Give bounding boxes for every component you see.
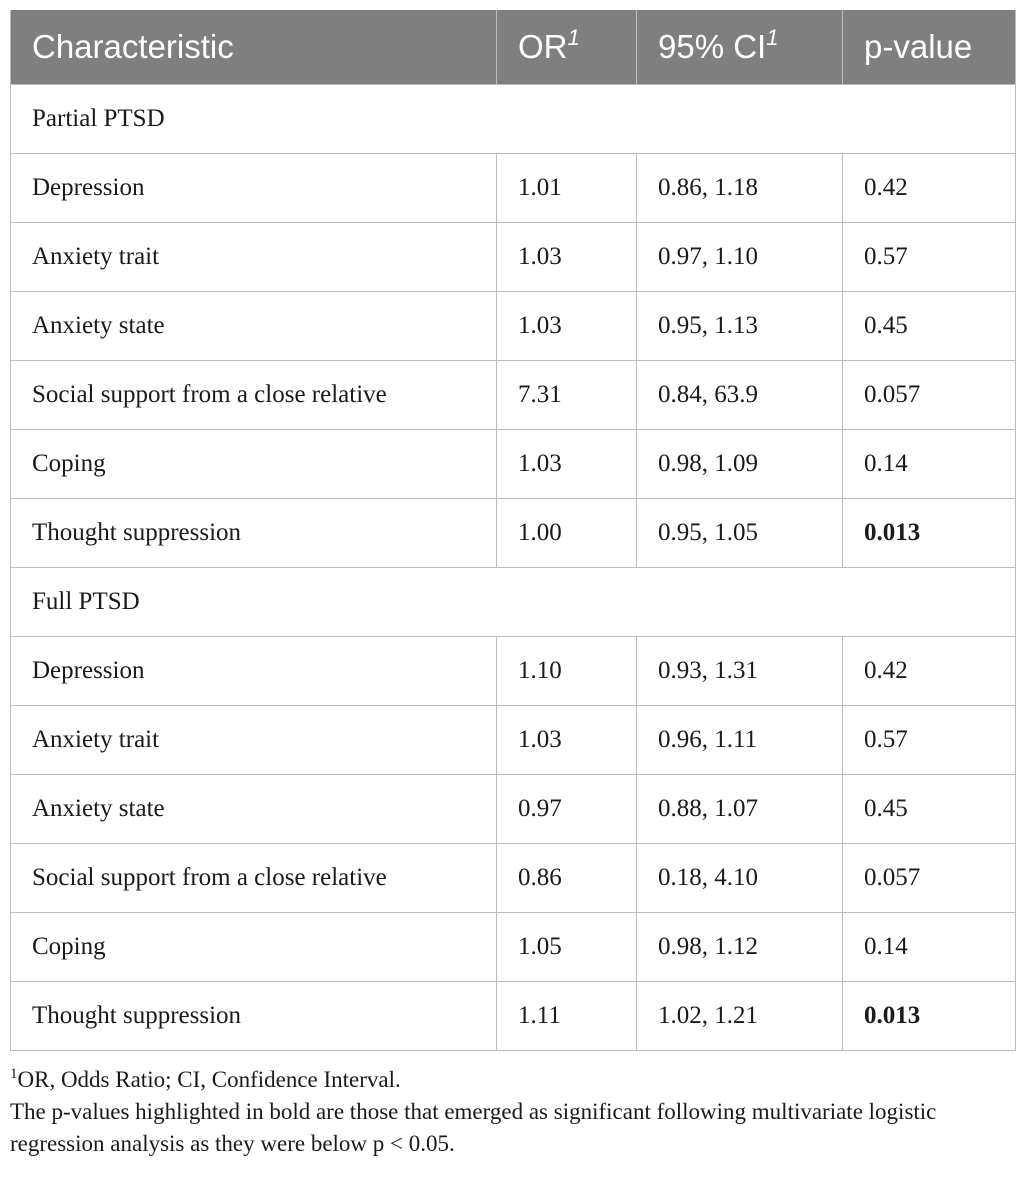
cell-characteristic: Coping — [11, 429, 497, 498]
header-or — [497, 10, 637, 84]
table-body — [11, 84, 1016, 1050]
cell-odds-ratio: 0.97 — [497, 774, 637, 843]
header-characteristic-label: Characteristic — [32, 27, 234, 65]
table-row — [11, 912, 1016, 981]
cell-characteristic: Anxiety state — [11, 291, 497, 360]
table-footnotes — [10, 1064, 1020, 1160]
cell-p-value: 0.42 — [843, 153, 1016, 222]
cell-confidence-interval: 0.95, 1.13 — [637, 291, 843, 360]
cell-characteristic: Anxiety trait — [11, 705, 497, 774]
footnote-abbreviations — [10, 1064, 1020, 1096]
cell-characteristic: Social support from a close relative — [11, 843, 497, 912]
results-table — [10, 10, 1016, 1051]
cell-p-value: 0.45 — [843, 774, 1016, 843]
table-row — [11, 291, 1016, 360]
cell-odds-ratio: 0.86 — [497, 843, 637, 912]
header-ci-label: 95% CI — [658, 27, 767, 65]
cell-odds-ratio: 1.11 — [497, 981, 637, 1050]
cell-confidence-interval: 0.96, 1.11 — [637, 705, 843, 774]
cell-confidence-interval: 0.97, 1.10 — [637, 222, 843, 291]
cell-characteristic: Depression — [11, 636, 497, 705]
footnote-abbreviations-text: OR, Odds Ratio; CI, Confidence Interval. — [17, 1067, 401, 1092]
header-characteristic — [11, 10, 497, 84]
cell-p-value: 0.013 — [843, 981, 1016, 1050]
footnote-marker: 1 — [10, 1066, 18, 1082]
cell-p-value: 0.45 — [843, 291, 1016, 360]
table-row — [11, 498, 1016, 567]
cell-p-value: 0.14 — [843, 429, 1016, 498]
table-row — [11, 843, 1016, 912]
cell-odds-ratio: 7.31 — [497, 360, 637, 429]
group-row — [11, 84, 1016, 153]
cell-characteristic: Social support from a close relative — [11, 360, 497, 429]
cell-odds-ratio: 1.00 — [497, 498, 637, 567]
table-row — [11, 705, 1016, 774]
cell-odds-ratio: 1.01 — [497, 153, 637, 222]
cell-p-value: 0.013 — [843, 498, 1016, 567]
cell-confidence-interval: 0.98, 1.09 — [637, 429, 843, 498]
table-row — [11, 774, 1016, 843]
table-row — [11, 153, 1016, 222]
cell-characteristic: Anxiety trait — [11, 222, 497, 291]
header-pvalue — [843, 10, 1016, 84]
cell-confidence-interval: 0.88, 1.07 — [637, 774, 843, 843]
group-label: Partial PTSD — [11, 84, 1016, 153]
cell-p-value: 0.57 — [843, 705, 1016, 774]
group-row — [11, 567, 1016, 636]
footnote-significance: The p-values highlighted in bold are those that emerged as significant following multivariate logistic regression analysis as they were below p < 0.05. — [10, 1099, 937, 1156]
cell-p-value: 0.057 — [843, 360, 1016, 429]
cell-confidence-interval: 0.95, 1.05 — [637, 498, 843, 567]
cell-p-value: 0.57 — [843, 222, 1016, 291]
header-or-footnote-marker: 1 — [567, 24, 580, 50]
cell-characteristic: Depression — [11, 153, 497, 222]
cell-characteristic: Thought suppression — [11, 498, 497, 567]
group-label: Full PTSD — [11, 567, 1016, 636]
header-or-label: OR — [518, 27, 568, 65]
cell-p-value: 0.057 — [843, 843, 1016, 912]
cell-confidence-interval: 0.93, 1.31 — [637, 636, 843, 705]
cell-odds-ratio: 1.03 — [497, 222, 637, 291]
header-ci — [637, 10, 843, 84]
cell-confidence-interval: 0.86, 1.18 — [637, 153, 843, 222]
cell-odds-ratio: 1.10 — [497, 636, 637, 705]
header-pvalue-label: p-value — [864, 27, 973, 65]
cell-characteristic: Coping — [11, 912, 497, 981]
header-row — [11, 10, 1016, 84]
cell-odds-ratio: 1.03 — [497, 705, 637, 774]
table-header — [11, 10, 1016, 84]
cell-confidence-interval: 0.84, 63.9 — [637, 360, 843, 429]
table-row — [11, 636, 1016, 705]
cell-odds-ratio: 1.03 — [497, 429, 637, 498]
table-row — [11, 429, 1016, 498]
cell-odds-ratio: 1.03 — [497, 291, 637, 360]
table-row — [11, 360, 1016, 429]
cell-confidence-interval: 0.98, 1.12 — [637, 912, 843, 981]
cell-characteristic: Anxiety state — [11, 774, 497, 843]
cell-confidence-interval: 1.02, 1.21 — [637, 981, 843, 1050]
table-row — [11, 222, 1016, 291]
cell-confidence-interval: 0.18, 4.10 — [637, 843, 843, 912]
cell-characteristic: Thought suppression — [11, 981, 497, 1050]
cell-p-value: 0.14 — [843, 912, 1016, 981]
cell-odds-ratio: 1.05 — [497, 912, 637, 981]
header-ci-footnote-marker: 1 — [766, 24, 779, 50]
cell-p-value: 0.42 — [843, 636, 1016, 705]
table-row — [11, 981, 1016, 1050]
